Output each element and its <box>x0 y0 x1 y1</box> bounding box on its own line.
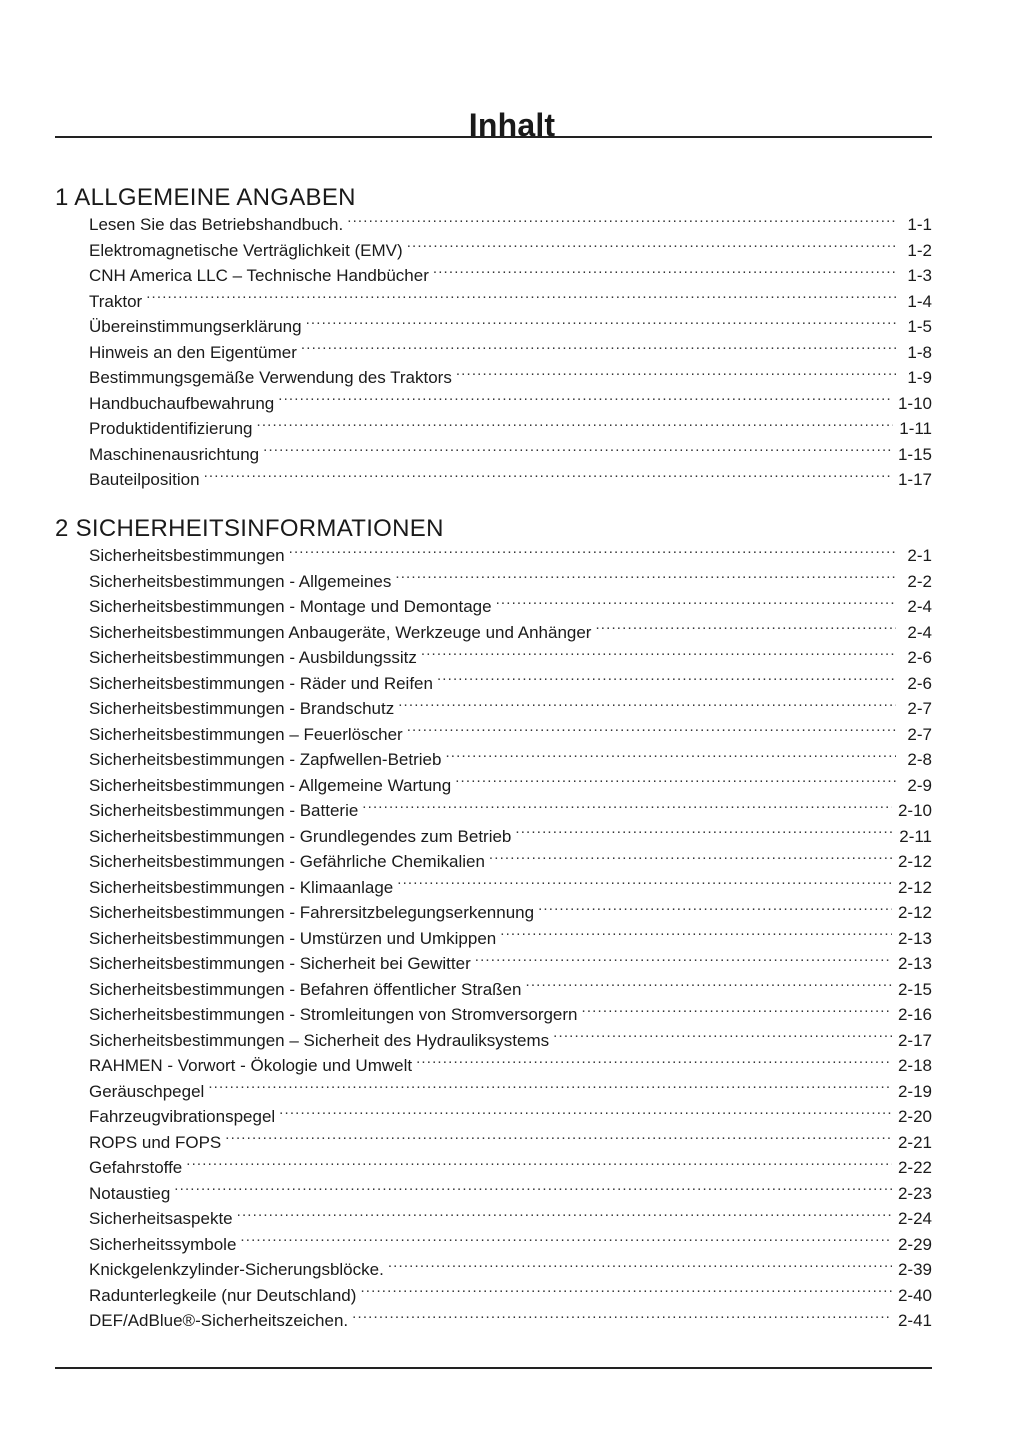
toc-entry-title: DEF/AdBlue®-Sicherheitszeichen. <box>89 1311 349 1330</box>
toc-entry-title: Sicherheitsbestimmungen – Feuerlöscher <box>89 724 403 744</box>
toc-entry-title: Sicherheitsbestimmungen - Räder und Reifen <box>89 673 433 693</box>
toc-entry-title: Fahrzeugvibrationspegel <box>89 1107 276 1126</box>
toc-entry-page: 2-7 <box>907 699 932 718</box>
toc-entry-title: Sicherheitsbestimmungen Anbaugeräte, Werkzeuge und Anhänger <box>89 622 592 642</box>
toc-entry-page: 2-1 <box>907 546 932 565</box>
toc-entry-title: Sicherheitsbestimmungen - Stromleitungen von Stromversorgern <box>89 1005 578 1024</box>
dot-leader <box>237 1207 892 1224</box>
toc-entry-page: 1-9 <box>907 368 932 387</box>
toc-entry-title: Geräuschpegel <box>89 1081 205 1101</box>
dot-leader <box>445 748 896 765</box>
dot-leader <box>174 1182 892 1199</box>
dot-leader <box>500 927 892 944</box>
toc-entry-page: 2-6 <box>907 648 932 667</box>
toc-entry[interactable] <box>89 824 932 850</box>
toc-entry-title: Traktor <box>89 291 143 311</box>
dot-leader <box>416 1054 892 1071</box>
toc-entry[interactable] <box>89 263 932 289</box>
toc-entry[interactable] <box>89 773 932 799</box>
toc-entry-page: 2-23 <box>897 1183 932 1203</box>
toc-section-safety <box>55 515 932 1334</box>
toc-entry-title: Bestimmungsgemäße Verwendung des Traktors <box>89 368 452 387</box>
toc-entry-page: 2-11 <box>899 826 932 846</box>
toc-entry[interactable] <box>89 645 932 671</box>
toc-entry[interactable] <box>89 442 932 468</box>
bottom-divider <box>55 1367 932 1369</box>
toc-entry[interactable] <box>89 1283 932 1309</box>
toc-entry-title: Sicherheitsbestimmungen - Fahrersitzbelegungserkennung <box>89 903 535 922</box>
toc-entry-title: Sicherheitsaspekte <box>89 1209 233 1228</box>
dot-leader <box>278 392 892 409</box>
toc-entry-title: RAHMEN - Vorwort - Ökologie und Umwelt <box>89 1056 413 1075</box>
toc-entry-page: 2-17 <box>897 1030 932 1050</box>
toc-entry-title: Hinweis an den Eigentümer <box>89 342 297 362</box>
dot-leader <box>301 341 896 358</box>
toc-entry-title: Sicherheitsbestimmungen <box>89 546 285 565</box>
toc-entry-title: Maschinenausrichtung <box>89 444 260 464</box>
toc-entry-page: 2-22 <box>897 1158 932 1177</box>
toc-entry[interactable] <box>89 543 932 569</box>
toc-entry-title: Handbuchaufbewahrung <box>89 393 275 413</box>
dot-leader <box>515 825 893 842</box>
toc-section-general <box>55 184 932 493</box>
dot-leader <box>388 1258 892 1275</box>
toc-entry-title: Sicherheitsbestimmungen - Allgemeine Wartung <box>89 775 452 795</box>
toc-entry-title: ROPS und FOPS <box>89 1132 222 1152</box>
dot-leader <box>289 544 896 561</box>
toc-entry[interactable] <box>89 1181 932 1207</box>
toc-entry-title: Sicherheitsbestimmungen – Sicherheit des Hydrauliksystems <box>89 1030 550 1050</box>
toc-entry-title: Radunterlegkeile (nur Deutschland) <box>89 1285 357 1305</box>
toc-entry-page: 2-12 <box>897 903 932 922</box>
toc-entry[interactable] <box>89 1002 932 1028</box>
dot-leader <box>347 213 896 230</box>
dot-leader <box>204 468 892 485</box>
dot-leader <box>279 1105 892 1122</box>
dot-leader <box>525 978 891 995</box>
toc-entry[interactable] <box>89 722 932 748</box>
toc-entry-title: Sicherheitsbestimmungen - Umstürzen und Umkippen <box>89 928 497 948</box>
toc-entry[interactable] <box>89 1028 932 1054</box>
toc-entry-page: 2-20 <box>897 1107 932 1126</box>
dot-leader <box>225 1131 892 1148</box>
toc-entry-page: 2-39 <box>897 1260 932 1279</box>
toc-entry[interactable] <box>89 620 932 646</box>
toc-entry-page: 2-18 <box>897 1056 932 1075</box>
toc-entry[interactable] <box>89 696 932 722</box>
toc-entry[interactable] <box>89 926 932 952</box>
toc-entry-title: Bauteilposition <box>89 470 200 489</box>
toc-entry-page: 1-10 <box>897 393 932 413</box>
toc-entry[interactable] <box>89 416 932 442</box>
toc-entry-page: 2-16 <box>897 1005 932 1024</box>
toc-entry-page: 2-6 <box>907 673 932 693</box>
dot-leader <box>146 290 896 307</box>
dot-leader <box>398 697 896 714</box>
toc-entry-page: 2-21 <box>897 1132 932 1152</box>
toc-entry[interactable] <box>89 1155 932 1181</box>
toc-entry-title: Lesen Sie das Betriebshandbuch. <box>89 215 344 234</box>
toc-entry[interactable] <box>89 1308 932 1334</box>
toc-entry-title: Sicherheitsbestimmungen - Ausbildungssitz <box>89 648 417 667</box>
toc-entry-title: Elektromagnetische Verträglichkeit (EMV) <box>89 240 403 260</box>
toc-entry-title: CNH America LLC – Technische Handbücher <box>89 266 429 285</box>
toc-entry-title: Sicherheitsbestimmungen - Grundlegendes zum Betrieb <box>89 826 512 846</box>
dot-leader <box>397 876 892 893</box>
toc-entry[interactable] <box>89 798 932 824</box>
toc-entry[interactable] <box>89 671 932 697</box>
section-heading: 2 SICHERHEITSINFORMATIONEN <box>55 515 444 542</box>
toc-entry[interactable] <box>89 340 932 366</box>
toc-entry[interactable] <box>89 1079 932 1105</box>
toc-entry[interactable] <box>89 1206 932 1232</box>
toc-entry[interactable] <box>89 238 932 264</box>
dot-leader <box>407 723 896 740</box>
toc-entry-title: Sicherheitsbestimmungen - Batterie <box>89 801 359 820</box>
toc-entry-page: 1-5 <box>907 317 932 336</box>
toc-list <box>55 212 932 493</box>
dot-leader <box>489 850 892 867</box>
toc-entry-title: Gefahrstoffe <box>89 1158 183 1177</box>
toc-entry-page: 2-10 <box>897 801 932 820</box>
dot-leader <box>582 1003 892 1020</box>
dot-leader <box>256 417 893 434</box>
toc-entry-page: 1-2 <box>907 240 932 260</box>
toc-entry[interactable] <box>89 1053 932 1079</box>
dot-leader <box>208 1080 892 1097</box>
toc-entry-title: Produktidentifizierung <box>89 419 253 438</box>
dot-leader <box>475 952 892 969</box>
toc-entry[interactable] <box>89 977 932 1003</box>
top-divider <box>55 136 932 138</box>
toc-list <box>55 543 932 1334</box>
dot-leader <box>456 366 896 383</box>
dot-leader <box>421 646 896 663</box>
toc-entry[interactable] <box>89 951 932 977</box>
dot-leader <box>437 672 896 689</box>
toc-entry-title: Sicherheitsbestimmungen - Montage und Demontage <box>89 597 492 616</box>
toc-entry-page: 2-8 <box>907 750 932 769</box>
toc-entry-title: Sicherheitssymbole <box>89 1234 237 1254</box>
dot-leader <box>186 1156 892 1173</box>
toc-entry[interactable] <box>89 849 932 875</box>
toc-entry-title: Sicherheitsbestimmungen - Gefährliche Chemikalien <box>89 852 485 871</box>
dot-leader <box>362 799 892 816</box>
toc-entry-page: 1-8 <box>907 342 932 362</box>
toc-entry-page: 1-11 <box>899 419 932 438</box>
toc-entry-title: Sicherheitsbestimmungen - Zapfwellen-Betrieb <box>89 750 442 769</box>
dot-leader <box>433 264 896 281</box>
toc-entry-page: 2-41 <box>897 1311 932 1330</box>
dot-leader <box>538 901 892 918</box>
toc-entry-page: 2-24 <box>897 1209 932 1228</box>
toc-entry[interactable] <box>89 875 932 901</box>
toc-entry[interactable] <box>89 1104 932 1130</box>
toc-entry[interactable] <box>89 1130 932 1156</box>
toc-entry-page: 2-7 <box>907 724 932 744</box>
toc-entry-page: 2-13 <box>897 954 932 973</box>
dot-leader <box>595 621 896 638</box>
toc-entry-title: Sicherheitsbestimmungen - Klimaanlage <box>89 877 394 897</box>
toc-entry[interactable] <box>89 594 932 620</box>
toc-entry[interactable] <box>89 365 932 391</box>
toc-entry-page: 2-29 <box>897 1234 932 1254</box>
toc-entry-page: 2-4 <box>907 597 932 616</box>
toc-entry[interactable] <box>89 569 932 595</box>
toc-entry-page: 2-9 <box>907 775 932 795</box>
toc-entry[interactable] <box>89 467 932 493</box>
toc-entry[interactable] <box>89 1232 932 1258</box>
toc-entry[interactable] <box>89 289 932 315</box>
dot-leader <box>360 1284 892 1301</box>
toc-entry[interactable] <box>89 314 932 340</box>
toc-entry-page: 1-17 <box>897 470 932 489</box>
toc-entry-title: Notaustieg <box>89 1183 171 1203</box>
section-heading: 1 ALLGEMEINE ANGABEN <box>55 184 356 211</box>
toc-entry-page: 1-3 <box>907 266 932 285</box>
toc-entry[interactable] <box>89 747 932 773</box>
toc-entry-page: 1-4 <box>907 291 932 311</box>
toc-entry-title: Sicherheitsbestimmungen - Brandschutz <box>89 699 395 718</box>
toc-entry-page: 2-4 <box>907 622 932 642</box>
dot-leader <box>553 1029 892 1046</box>
page-title: Inhalt <box>468 107 556 144</box>
toc-entry-page: 2-2 <box>907 571 932 591</box>
toc-entry-page: 2-13 <box>897 928 932 948</box>
dot-leader <box>455 774 896 791</box>
toc-entry[interactable] <box>89 900 932 926</box>
toc-entry-title: Knickgelenkzylinder-Sicherungsblöcke. <box>89 1260 384 1279</box>
toc-entry-page: 1-1 <box>907 215 932 234</box>
toc-entry-page: 2-12 <box>897 877 932 897</box>
toc-entry-page: 2-12 <box>897 852 932 871</box>
dot-leader <box>240 1233 892 1250</box>
toc-entry[interactable] <box>89 212 932 238</box>
toc-entry-title: Sicherheitsbestimmungen - Allgemeines <box>89 571 392 591</box>
toc-entry-page: 2-15 <box>897 979 932 999</box>
dot-leader <box>352 1309 892 1326</box>
toc-entry-page: 2-19 <box>897 1081 932 1101</box>
toc-entry[interactable] <box>89 1257 932 1283</box>
toc-entry-title: Sicherheitsbestimmungen - Befahren öffentlicher Straßen <box>89 979 522 999</box>
toc-entry-title: Übereinstimmungserklärung <box>89 317 302 336</box>
toc-entry[interactable] <box>89 391 932 417</box>
dot-leader <box>306 315 896 332</box>
dot-leader <box>395 570 896 587</box>
toc-entry-title: Sicherheitsbestimmungen - Sicherheit bei Gewitter <box>89 954 471 973</box>
dot-leader <box>407 239 896 256</box>
toc-entry-page: 1-15 <box>897 444 932 464</box>
dot-leader <box>263 443 892 460</box>
toc-entry-page: 2-40 <box>897 1285 932 1305</box>
dot-leader <box>496 595 896 612</box>
